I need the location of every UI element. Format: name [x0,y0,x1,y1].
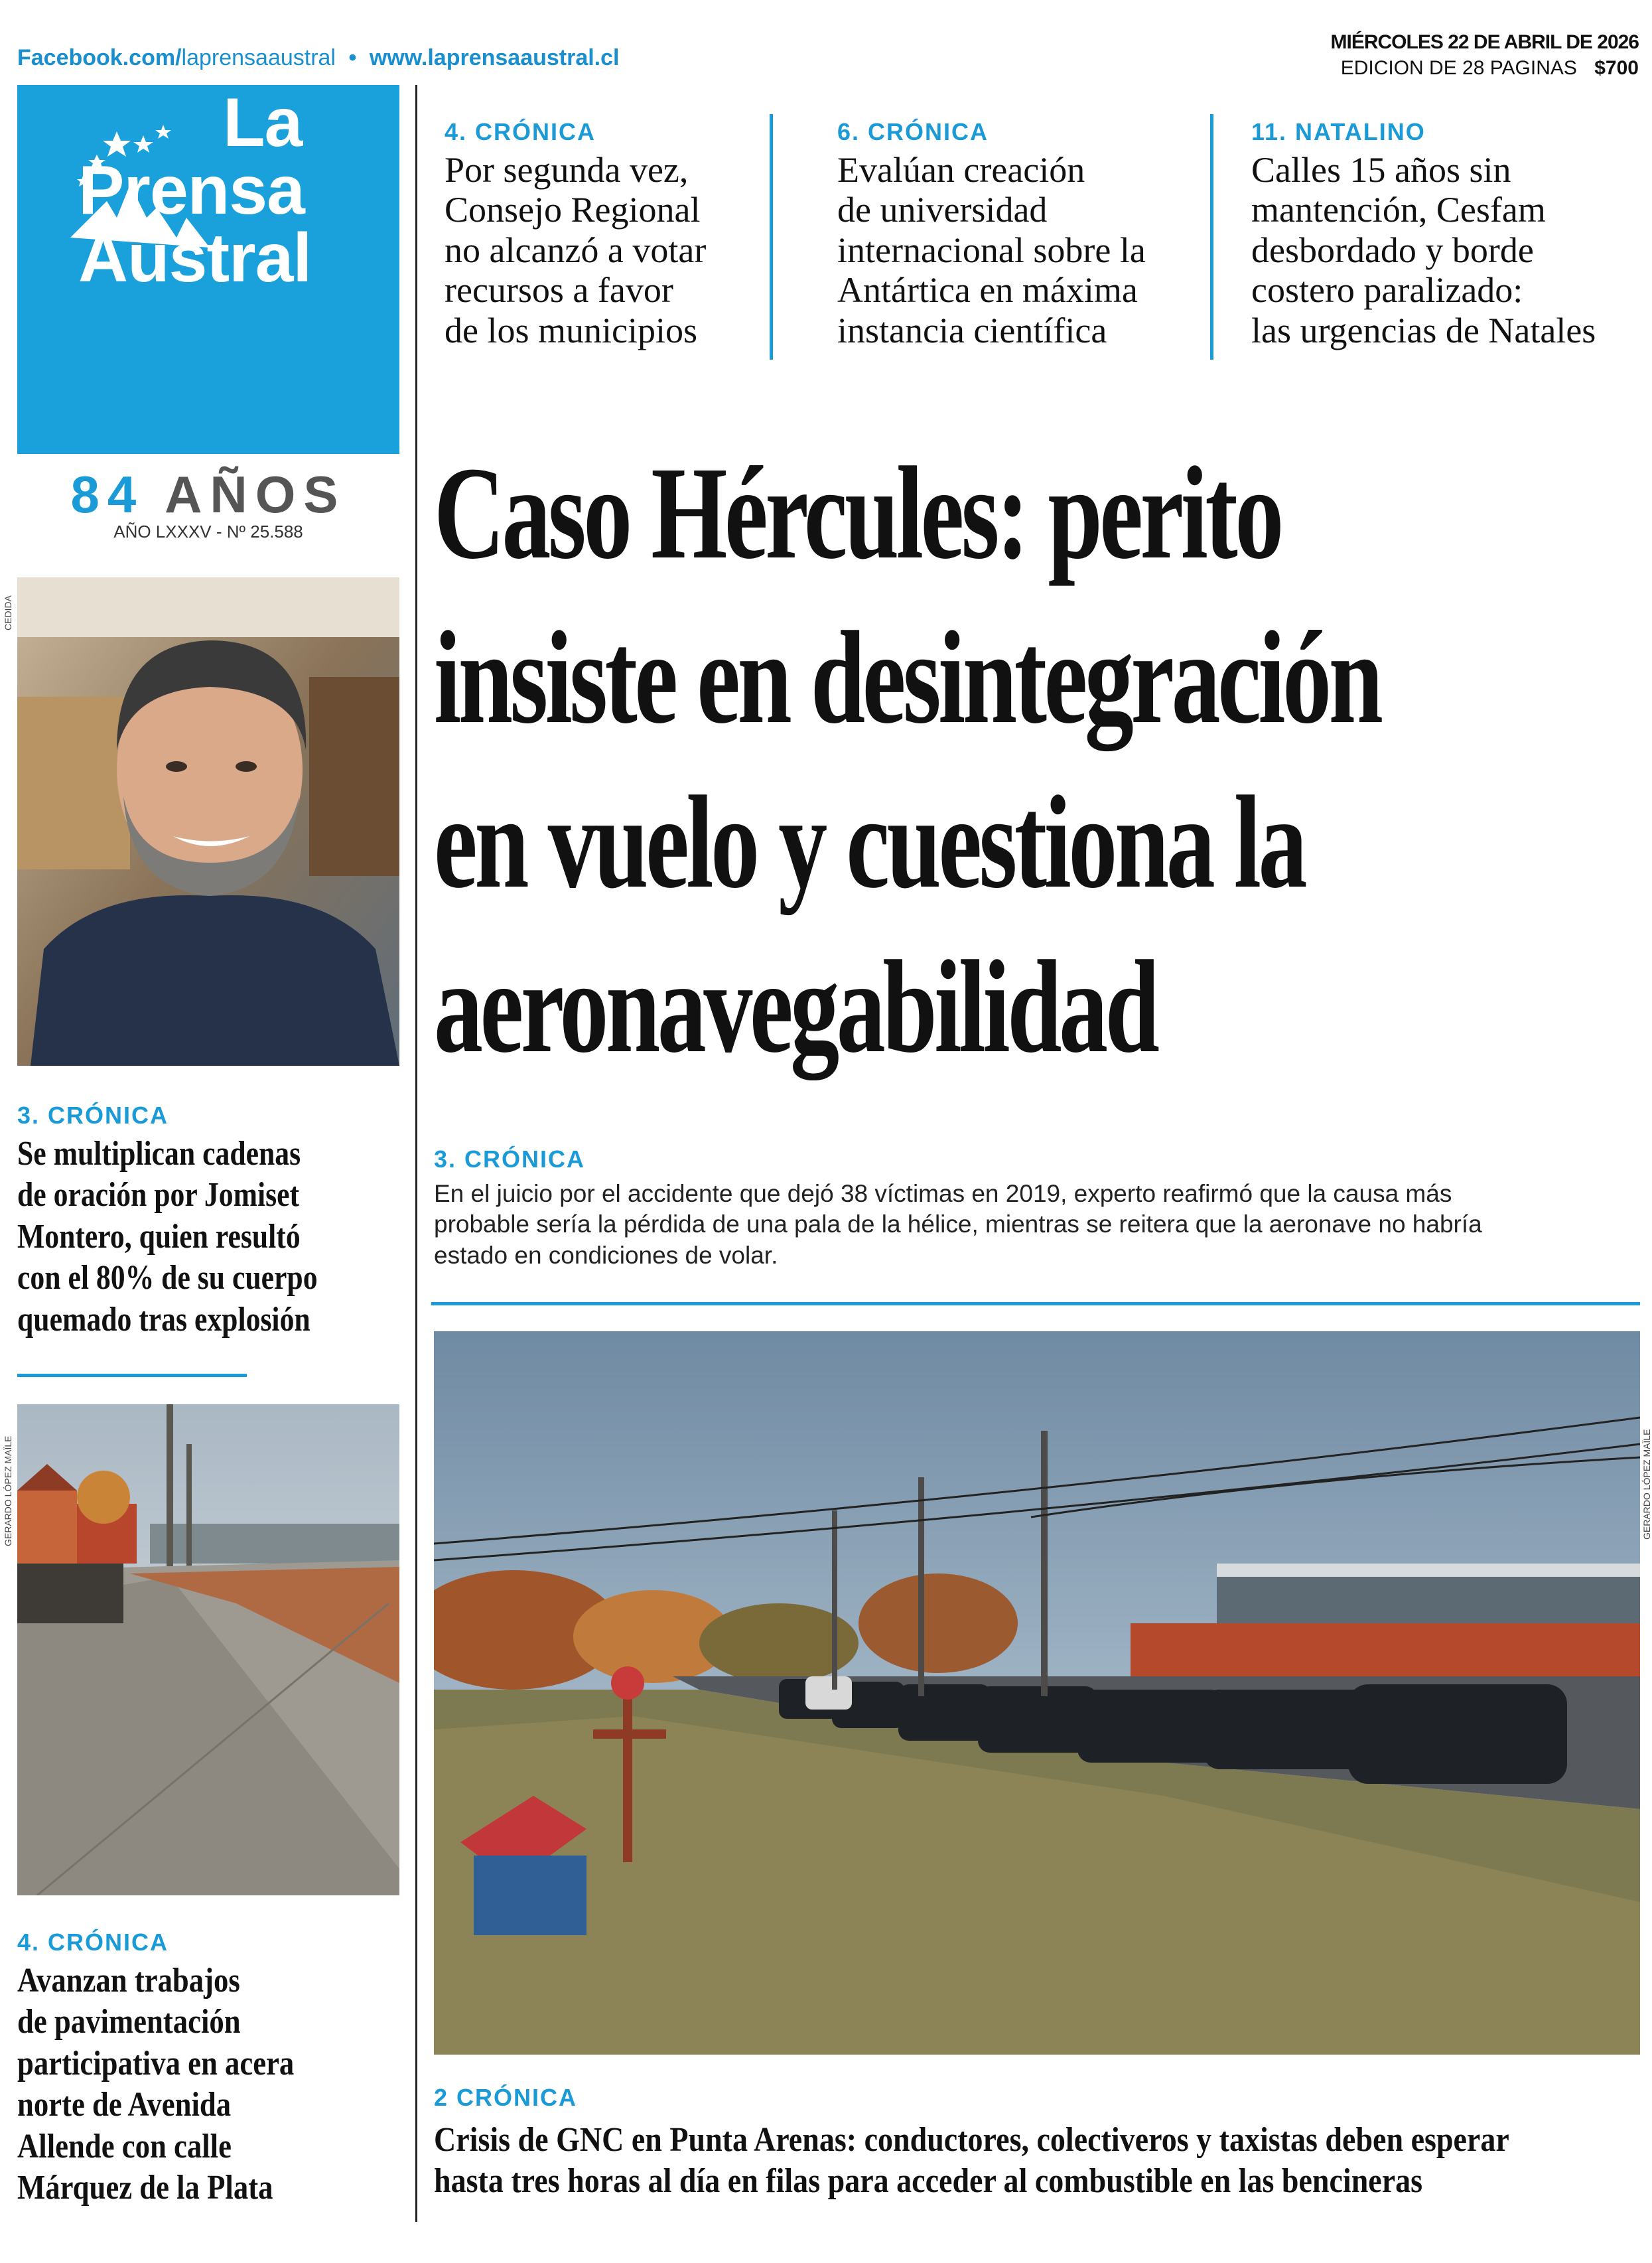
headline-line: aeronavegabilidad [434,934,1157,1080]
portrait-photo[interactable] [17,577,399,1066]
teaser-headline: Calles 15 años sin mantención, Cesfam desbordado y borde costero paralizado: las urgencias de Natales [1251,150,1596,350]
edition-info: EDICION DE 28 PAGINAS $700 [1340,57,1639,79]
teaser-kicker: 11. NATALINO [1251,118,1426,145]
photo-credit: CEDIDA [3,595,13,630]
teaser-headline: Evalúan creación de universidad internacional sobre la Antártica en máxima instancia científica [837,150,1146,350]
headline-line: en vuelo y cuestiona la [434,769,1305,916]
gnc-queue-photo[interactable] [434,1331,1640,2055]
photo-story-headline[interactable]: Crisis de GNC en Punta Arenas: conductores, colectiveros y taxistas deben esperar hasta tres horas al día en filas para acceder al combustible en las bencineras [434,2121,1509,2201]
headline-line: Caso Hércules: perito [434,440,1281,587]
price: $700 [1594,57,1639,79]
issue-number: AÑO LXXXV - Nº 25.588 [113,522,303,542]
date-edition-block [1331,29,1639,81]
side1-headline[interactable]: Se multiplican cadenas de oración por Jomiset Montero, quien resultó con el 80% de su cuerpo quemado tras explosión [17,1135,318,1339]
teaser-divider [1210,114,1213,360]
main-headline[interactable] [434,431,1381,1090]
facebook-link[interactable]: Facebook.com/laprensaaustral [17,45,336,70]
gnc-queue-image [434,1331,1640,2055]
pavement-photo[interactable] [17,1404,399,1895]
website-link[interactable]: www.laprensaaustral.cl [369,45,620,70]
photo-story-kicker: 2 CRÓNICA [434,2084,578,2111]
top-teaser-1[interactable] [445,118,756,350]
teaser-headline: Por segunda vez, Consejo Regional no alcanzó a votar recursos a favor de los municipios [445,150,707,350]
masthead-title: La Prensa Austral [78,84,312,297]
top-teaser-3[interactable] [1251,118,1636,350]
issue-date: MIÉRCOLES 22 DE ABRIL DE 2026 [1330,31,1639,53]
pavement-image [17,1404,399,1895]
side1-kicker: 3. CRÓNICA [17,1102,169,1129]
teaser-divider [770,114,773,360]
section-rule [431,1302,1640,1305]
bullet-separator: • [348,45,357,70]
teaser-kicker: 6. CRÓNICA [837,118,989,145]
teaser-kicker: 4. CRÓNICA [445,118,596,145]
side2-headline[interactable]: Avanzan trabajos de pavimentación participativa en acera norte de Avenida Allende con calle Márquez de la Plata [17,1962,295,2207]
social-links [17,45,620,71]
headline-line: insiste en desintegración [434,605,1381,751]
side2-kicker: 4. CRÓNICA [17,1929,169,1956]
column-divider [415,85,417,2222]
photo-credit: GERARDO LÓPEZ MAÏLE [3,1435,13,1546]
side1-rule [17,1374,247,1377]
portrait-image [17,577,399,1066]
anniversary-years: 84 AÑOS [70,465,346,524]
main-kicker: 3. CRÓNICA [434,1145,586,1173]
top-teaser-2[interactable] [837,118,1182,350]
photo-credit: GERARDO LÓPEZ MAÏLE [1641,1429,1652,1540]
main-lede: En el juicio por el accidente que dejó 38 víctimas en 2019, experto reafirmó que la causa más probable sería la pérdida de una pala de la hélice, mientras se reitera que la aeronave no habría estado en condiciones de volar. [434,1180,1482,1269]
